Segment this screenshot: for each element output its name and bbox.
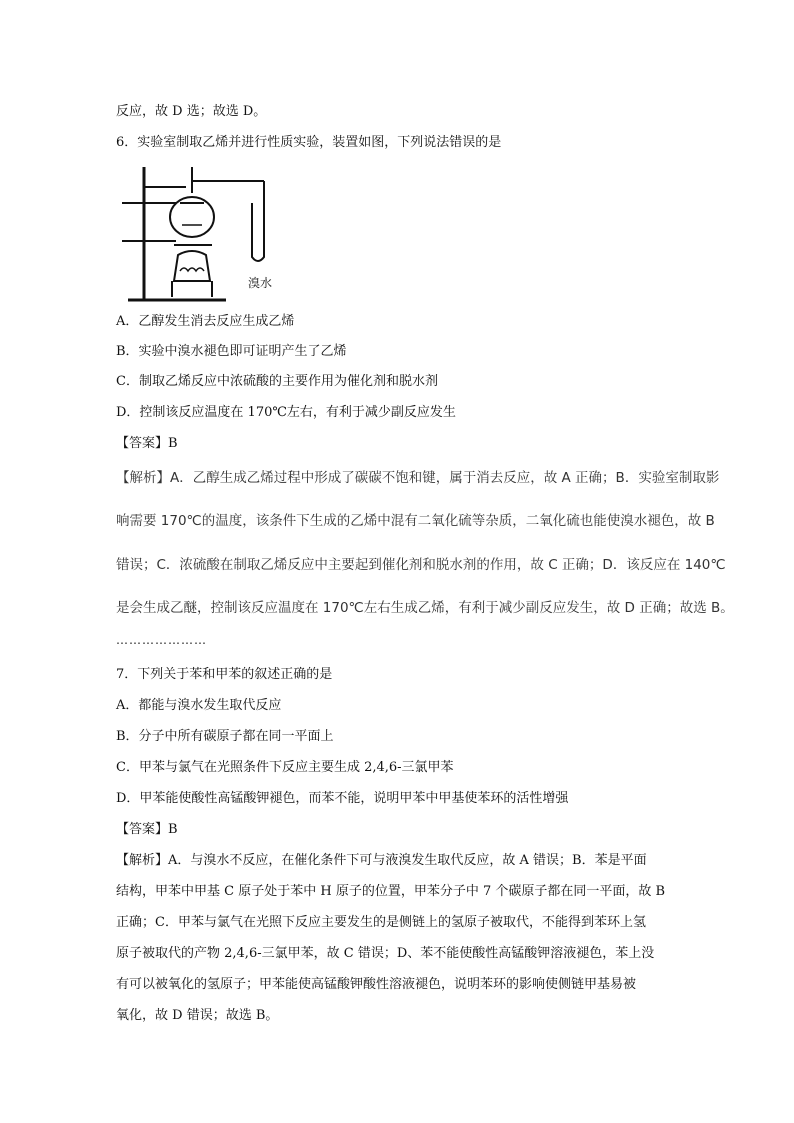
bromine-water-label: 溴水 (248, 276, 273, 290)
q6-option-a: A．乙醇发生消去反应生成乙烯 (116, 314, 295, 329)
q7-explanation-line-3: 正确；C．甲苯与氯气在光照下反应主要发生的是侧链上的氢原子被取代，不能得到苯环上氢 (116, 915, 646, 930)
separator-dots: ………………… (116, 633, 207, 647)
q7-explanation-line-4: 原子被取代的产物 2,4,6-三氯甲苯，故 C 错误；D、苯不能使酸性高锰酸钾溶液褪色，苯上没 (116, 946, 655, 961)
q6-stem: 6．实验室制取乙烯并进行性质实验，装置如图，下列说法错误的是 (116, 135, 502, 150)
lab-apparatus-figure (116, 163, 273, 305)
q7-option-d: D．甲苯能使酸性高锰酸钾褪色，而苯不能，说明甲苯中甲基使苯环的活性增强 (116, 791, 569, 806)
q7-explanation-line-2: 结构，甲苯中甲基 C 原子处于苯中 H 原子的位置，甲苯分子中 7 个碳原子都在同一平面，故 B (116, 884, 666, 899)
q6-explanation-line-1: 【解析】A．乙醇生成乙烯过程中形成了碳碳不饱和键，属于消去反应，故 A 正确；B．实验室制取影 (116, 470, 720, 486)
q6-option-b: B．实验中溴水褪色即可证明产生了乙烯 (116, 344, 347, 359)
q7-option-b: B．分子中所有碳原子都在同一平面上 (116, 729, 334, 744)
q6-option-c: C．制取乙烯反应中浓硫酸的主要作用为催化剂和脱水剂 (116, 374, 438, 389)
q7-explanation-line-1: 【解析】A．与溴水不反应，在催化条件下可与液溴发生取代反应，故 A 错误；B．苯是平面 (116, 853, 647, 868)
q7-option-a: A．都能与溴水发生取代反应 (116, 698, 282, 713)
q7-explanation-line-5: 有可以被氧化的氢原子；甲苯能使高锰酸钾酸性溶液褪色，说明苯环的影响使侧链甲基易被 (116, 977, 637, 992)
q6-answer: 【答案】B (116, 436, 178, 451)
q6-option-d: D．控制该反应温度在 170℃左右，有利于减少副反应发生 (116, 405, 456, 420)
q6-explanation-line-3: 错误；C．浓硫酸在制取乙烯反应中主要起到催化剂和脱水剂的作用，故 C 正确；D．该反应在 140℃ (116, 557, 726, 573)
q7-answer: 【答案】B (116, 822, 178, 837)
intro-line: 反应，故 D 选；故选 D。 (116, 104, 267, 119)
q7-option-c: C．甲苯与氯气在光照条件下反应主要生成 2,4,6-三氯甲苯 (116, 760, 454, 775)
q7-stem: 7．下列关于苯和甲苯的叙述正确的是 (116, 667, 333, 682)
q7-explanation-line-6: 氧化，故 D 错误；故选 B。 (116, 1008, 279, 1023)
q6-explanation-line-4: 是会生成乙醚，控制该反应温度在 170℃左右生成乙烯，有利于减少副反应发生，故 D 正确；故选 B。 (116, 600, 734, 616)
q6-explanation-line-2: 响需要 170℃的温度，该条件下生成的乙烯中混有二氧化硫等杂质，二氧化硫也能使溴水褪色，故 B (116, 513, 715, 529)
